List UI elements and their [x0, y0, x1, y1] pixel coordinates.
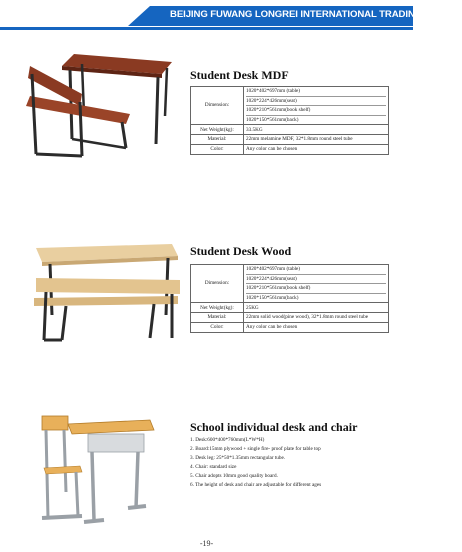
color-value: Any color can be chosen	[244, 322, 389, 332]
dimension-line: 1020*210*561mm(book shelf)	[246, 106, 386, 116]
material-value: 22mm solid wood(pine wood), 32*1.8mm round steel tube	[244, 313, 389, 323]
color-label: Color:	[191, 144, 244, 154]
spec-table-wood	[190, 264, 389, 333]
color-value: Any color can be chosen	[244, 144, 389, 154]
page-number: -19-	[199, 539, 214, 548]
individual-desk-chair-image	[38, 408, 156, 528]
dimension-line: 1020*402*697mm (table)	[246, 265, 386, 275]
dimension-values	[244, 265, 389, 303]
color-label: Color:	[191, 322, 244, 332]
feature-list	[190, 436, 321, 490]
product-title-individual: School individual desk and chair	[190, 420, 358, 434]
dimension-label: Dimension:	[191, 87, 244, 125]
dimension-values	[244, 87, 389, 125]
wood-desk-image	[22, 240, 182, 345]
dimension-line: 1020*402*697mm (table)	[246, 87, 386, 97]
dimension-line: 1020*150*561mm(back)	[246, 294, 299, 301]
feature-item: 1. Desk:600*400*760mm(L*W*H)	[190, 437, 265, 443]
product-title-wood: Student Desk Wood	[190, 244, 292, 258]
header-slant	[128, 6, 150, 26]
header-rule	[0, 27, 413, 30]
feature-item: 4. Chair: standard size	[190, 464, 237, 470]
company-name: BEIJING FUWANG LONGREI INTERNATIONAL TRADING CO.,LTD	[170, 9, 462, 20]
product-title-mdf: Student Desk MDF	[190, 68, 289, 82]
spec-table-mdf	[190, 86, 389, 155]
net-weight-value: 33.5KG	[244, 125, 389, 135]
dimension-line: 1020*224*426mm(seat)	[246, 97, 386, 107]
dimension-line: 1020*150*561mm(back)	[246, 116, 299, 123]
material-label: Material:	[191, 313, 244, 323]
net-weight-label: Net Weight(kg):	[191, 125, 244, 135]
feature-item: 2. Board:15mm plywood + single fire- proof plate for table top	[190, 446, 321, 452]
material-label: Material:	[191, 135, 244, 145]
feature-item: 3. Desk leg: 25*50*1.35mm rectangular tube.	[190, 455, 286, 461]
material-value: 22mm melamine MDF, 32*1.8mm round steel tube	[244, 135, 389, 145]
mdf-desk-image	[22, 44, 177, 162]
dimension-label: Dimension:	[191, 265, 244, 303]
net-weight-label: Net Weight(kg):	[191, 303, 244, 313]
net-weight-value: 25KG	[244, 303, 389, 313]
dimension-line: 1020*210*561mm(book shelf)	[246, 284, 386, 294]
page-header	[0, 0, 462, 40]
feature-item: 5. Chair adopts 10mm good quality board.	[190, 473, 278, 479]
dimension-line: 1020*224*426mm(seat)	[246, 275, 386, 285]
feature-item: 6. The height of desk and chair are adjustable for different ages	[190, 482, 322, 488]
